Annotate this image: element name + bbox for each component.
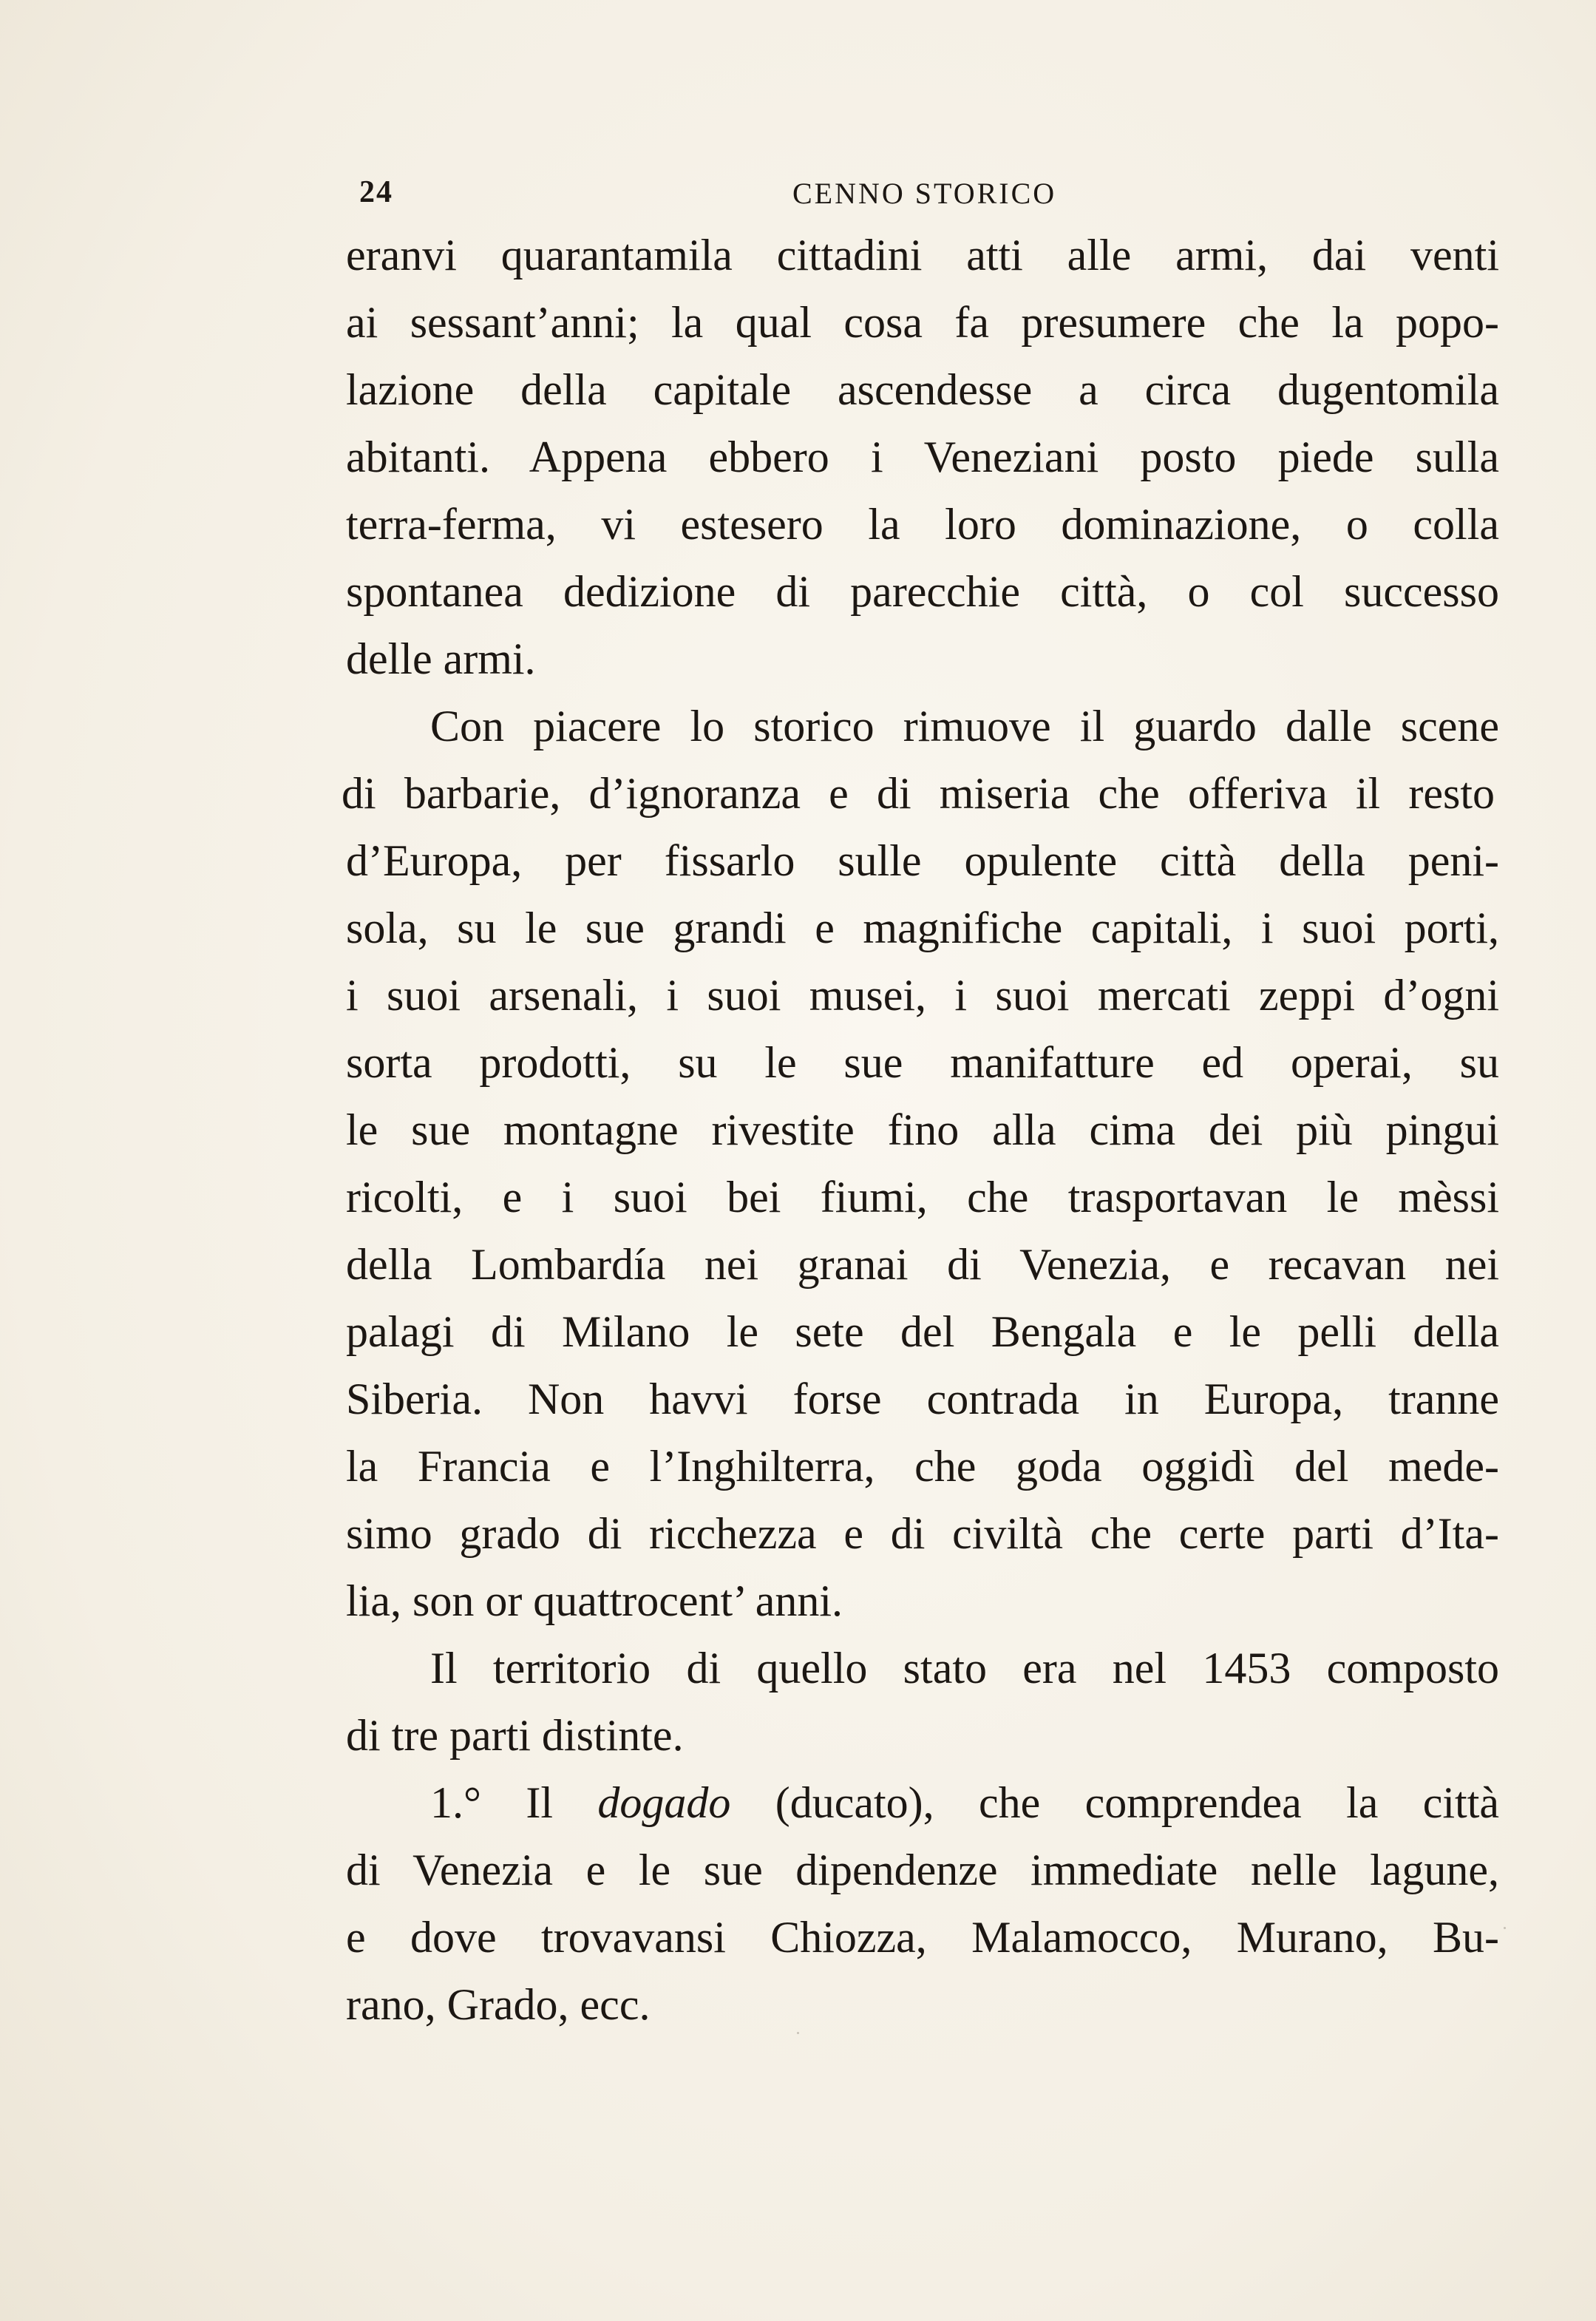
paragraph-first-line: Con piacere lo storico rimuove il guardo dalle scene (430, 702, 1499, 750)
paragraph-first-line (346, 1769, 1499, 1837)
text-line: palagi di Milano le sete del Bengala e le pelli della (346, 1307, 1499, 1356)
text-line: eranvi quarantamila cittadini atti alle armi, dai venti (346, 231, 1499, 279)
list-marker: 1.° Il (430, 1778, 553, 1827)
text-line: la Francia e l’Inghilterra, che goda oggidì del mede- (346, 1442, 1499, 1491)
text-line: delle armi. (346, 634, 536, 683)
running-title: CENNO STORICO (792, 177, 1057, 210)
text-line: ai sessant’anni; la qual cosa fa presumere che la popo- (346, 298, 1499, 347)
text-line: spontanea dedizione di parecchie città, o col successo (346, 567, 1499, 616)
text-line: lazione della capitale ascendesse a circa dugentomila (346, 365, 1499, 414)
text-line: le sue montagne rivestite fino alla cima dei più pingui (346, 1105, 1499, 1154)
body-text (342, 222, 1500, 2039)
text-line: di barbarie, d’ignoranza e di miseria che offeriva il resto (342, 769, 1495, 818)
text-line: i suoi arsenali, i suoi musei, i suoi mercati zeppi d’ogni (346, 971, 1499, 1020)
text-fragment: (ducato), che comprendea la città (775, 1778, 1500, 1827)
text-line: di tre parti distinte. (346, 1711, 684, 1760)
text-line: di Venezia e le sue dipendenze immediate nelle lagune, (346, 1846, 1499, 1894)
text-line: sola, su le sue grandi e magnifiche capitali, i suoi porti, (346, 904, 1499, 952)
text-line: sorta prodotti, su le sue manifatture ed operai, su (346, 1038, 1499, 1087)
text-line: lia, son or quattrocent’ anni. (346, 1576, 843, 1625)
paper-speck (797, 2032, 799, 2034)
text-line: abitanti. Appena ebbero i Veneziani posto piede sulla (346, 433, 1499, 481)
page-number: 24 (359, 175, 393, 209)
text-line: della Lombardía nei granai di Venezia, e recavan nei (346, 1240, 1499, 1289)
page-header (359, 175, 1498, 219)
text-line: d’Europa, per fissarlo sulle opulente città della peni- (346, 836, 1499, 885)
text-line: simo grado di ricchezza e di civiltà che certe parti d’Ita- (346, 1509, 1499, 1558)
text-line: rano, Grado, ecc. (346, 1980, 651, 2029)
italic-term: dogado (597, 1778, 731, 1827)
text-line: e dove trovavansi Chiozza, Malamocco, Murano, Bu- (346, 1913, 1499, 1962)
paragraph-first-line: Il territorio di quello stato era nel 1453 composto (430, 1644, 1499, 1693)
text-line: terra-ferma, vi estesero la loro dominazione, o colla (346, 500, 1499, 549)
text-line: Siberia. Non havvi forse contrada in Europa, tranne (346, 1375, 1499, 1423)
text-line: ricolti, e i suoi bei fiumi, che trasportavan le mèssi (346, 1173, 1499, 1222)
paper-speck (1504, 1927, 1506, 1929)
